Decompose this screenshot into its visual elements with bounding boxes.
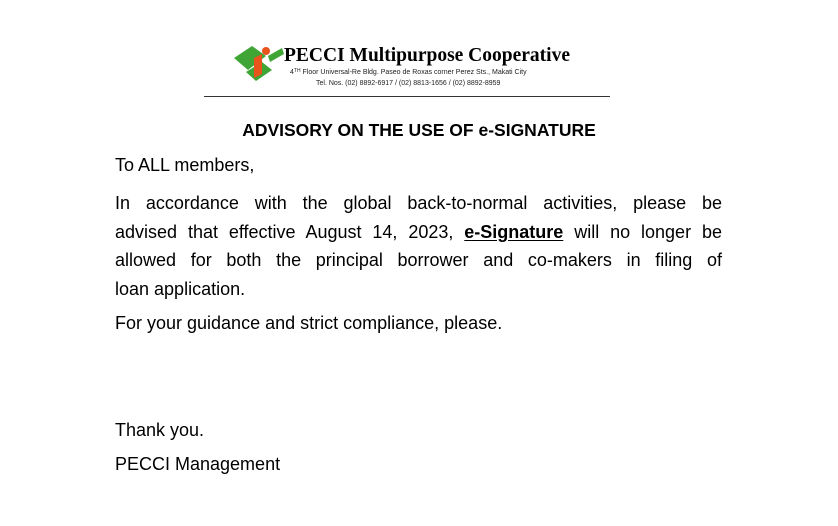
letterhead <box>232 42 612 98</box>
body-line: loan application. <box>115 279 246 300</box>
advisory-title: ADVISORY ON THE USE OF e-SIGNATURE <box>242 120 596 140</box>
pecci-logo-icon <box>232 44 284 82</box>
body-line: advised that effective August 14, 2023, e-Signature will no longer be <box>115 221 722 242</box>
e-signature-emphasis: e-Signature <box>464 221 564 242</box>
body-line: allowed for both the principal borrower and co-makers in filing of <box>115 250 722 271</box>
body-line: In accordance with the global back-to-normal activities, please be <box>115 193 722 213</box>
letterhead-divider <box>204 96 610 97</box>
org-name: PECCI Multipurpose Cooperative <box>284 45 570 66</box>
org-address: 4TH Floor Universal-Re Bldg. Paseo de Roxas corner Perez Sts., Makati City <box>290 68 527 76</box>
salutation: To ALL members, <box>115 155 255 175</box>
signatory: PECCI Management <box>115 454 281 474</box>
advisory-body <box>115 189 722 304</box>
org-phones: Tel. Nos. (02) 8892-6917 / (02) 8813-1656 / (02) 8892-8959 <box>316 80 501 87</box>
closing-text: Thank you. <box>115 420 205 440</box>
guidance-text: For your guidance and strict compliance, please. <box>115 313 503 333</box>
